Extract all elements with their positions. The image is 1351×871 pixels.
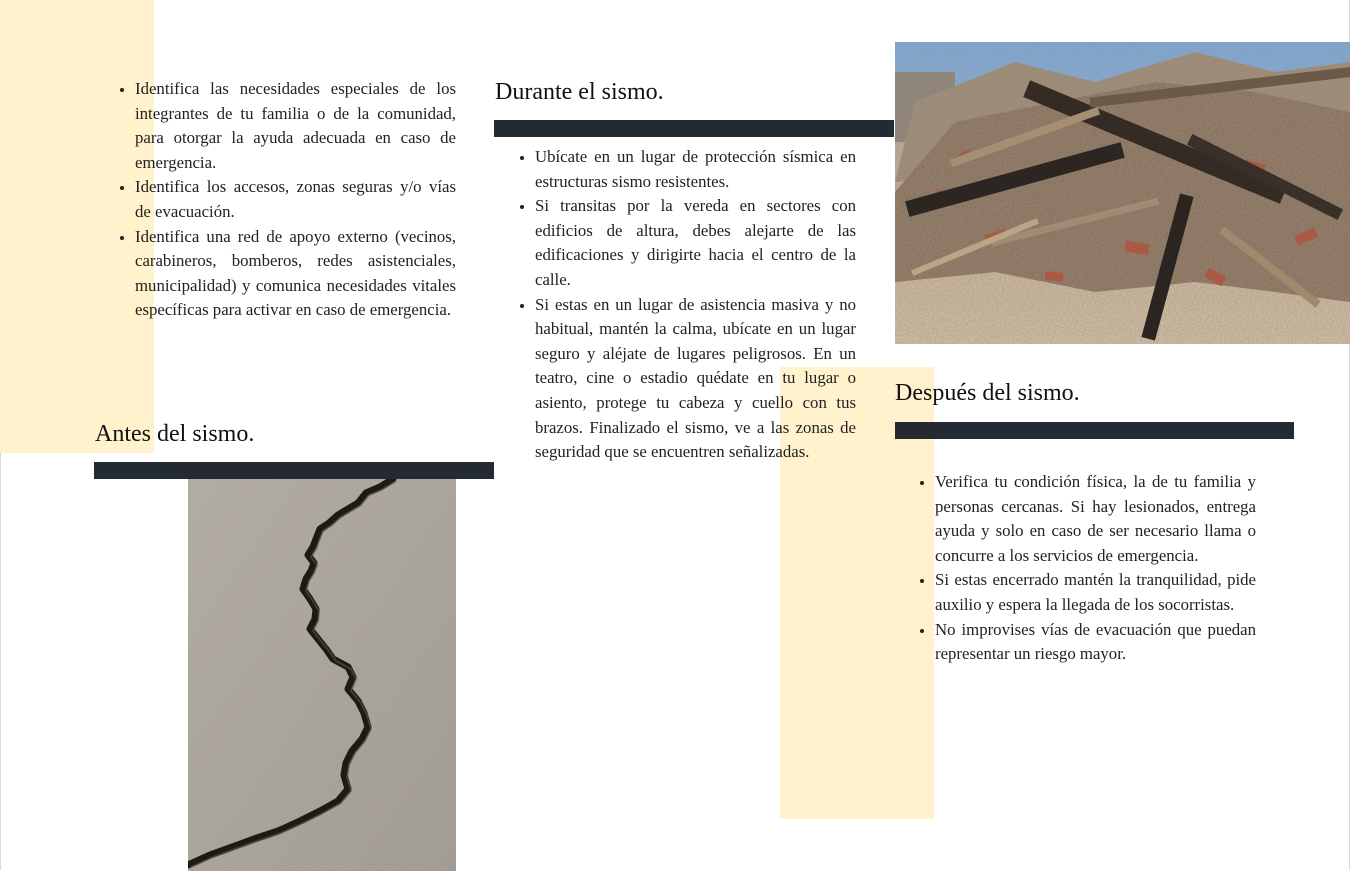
antes-list — [115, 77, 456, 323]
durante-item-3: • Si estas en un lugar de asistencia masiva y no habitual, mantén la calma, ubícate en un lugar seguro y aléjate de lugares peligrosos. En un teatro, cine o estadio quédate en tu lugar o asiento, protege tu cabeza y cuello con tus brazos. Finalizado el sismo, ve a las zonas de seguridad que se encuentren señalizadas. — [535, 293, 856, 465]
despues-item-1: • Verifica tu condición física, la de tu familia y personas cercanas. Si hay lesionados, entrega ayuda y solo en caso de ser necesario llama o concurre a los servicios de emergencia. — [935, 470, 1256, 568]
antes-item-3: • Identifica una red de apoyo externo (vecinos, carabineros, bomberos, redes asistenciales, municipalidad) y comunica necesidades vitales específicas para activar en caso de emergencia. — [135, 225, 456, 323]
durante-item-2: • Si transitas por la vereda en sectores con edificios de altura, debes alejarte de las edificaciones y dirigirte hacia el centro de la calle. — [535, 194, 856, 292]
durante-bar — [494, 120, 894, 137]
antes-item-2: • Identifica los accesos, zonas seguras y/o vías de evacuación. — [135, 175, 456, 224]
antes-heading: Antes del sismo. — [95, 421, 255, 447]
crack-photo — [188, 479, 456, 871]
despues-list — [915, 470, 1256, 667]
despues-heading: Después del sismo. — [895, 380, 1080, 406]
despues-item-3: • No improvises vías de evacuación que puedan representar un riesgo mayor. — [935, 618, 1256, 667]
despues-item-2: • Si estas encerrado mantén la tranquilidad, pide auxilio y espera la llegada de los socorristas. — [935, 568, 1256, 617]
despues-bar — [895, 422, 1294, 439]
durante-heading: Durante el sismo. — [495, 79, 664, 105]
durante-item-1: • Ubícate en un lugar de protección sísmica en estructuras sismo resistentes. — [535, 145, 856, 194]
antes-bar — [94, 462, 494, 479]
antes-item-1: • Identifica las necesidades especiales de los integrantes de tu familia o de la comunidad, para otorgar la ayuda adecuada en caso de emergencia. — [135, 77, 456, 175]
durante-list — [515, 145, 856, 465]
rubble-photo — [895, 42, 1350, 344]
